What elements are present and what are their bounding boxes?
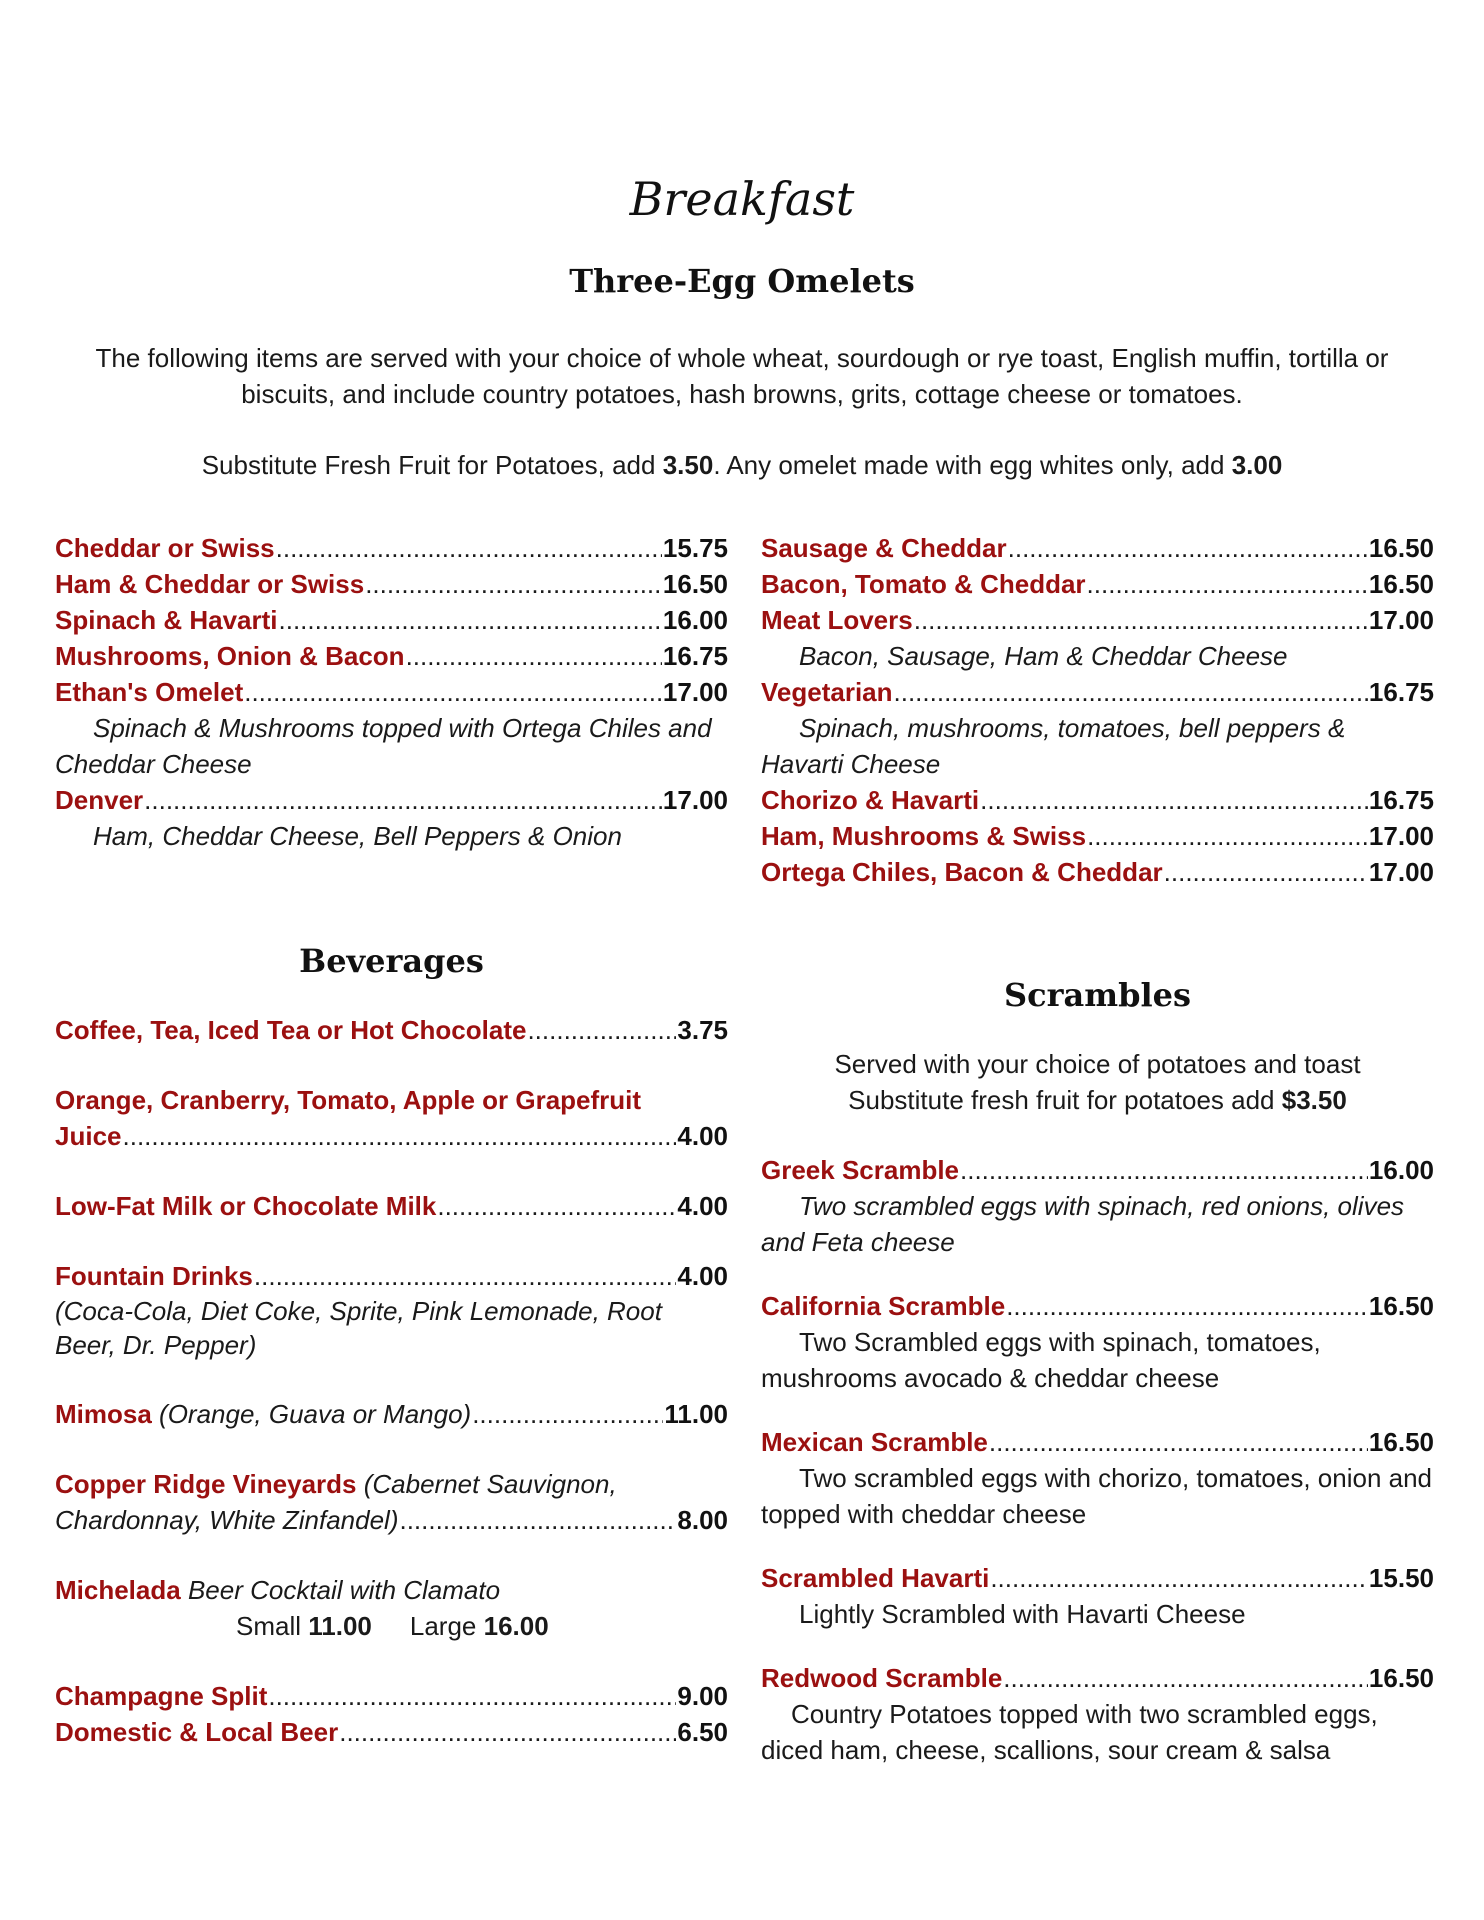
- item-name: Mushrooms, Onion & Bacon: [55, 641, 405, 671]
- menu-item: [55, 1572, 728, 1608]
- item-name: Mimosa: [55, 1399, 152, 1429]
- item-price: 17.00: [662, 785, 728, 815]
- page-title: Breakfast: [629, 172, 855, 226]
- item-description: Lightly Scrambled with Havarti Cheese: [799, 1599, 1246, 1629]
- item-price: 17.00: [1368, 821, 1434, 851]
- omelets-intro: The following items are served with your choice of whole wheat, sourdough or rye toast, English muffin, tortilla or biscuits, and include country potatoes, hash browns, grits, cottage cheese or tomatoes.: [95, 343, 1389, 409]
- scrambles-column: [761, 1046, 1434, 1768]
- item-description: Spinach & Mushrooms topped with Ortega Chiles and Cheddar Cheese: [55, 713, 712, 779]
- size-label: Large: [409, 1611, 477, 1641]
- menu-item: [55, 1466, 728, 1502]
- beverages-column: [55, 1012, 728, 1750]
- menu-item: [55, 530, 728, 566]
- item-name: Orange, Cranberry, Tomato, Apple or Grapefruit: [55, 1085, 642, 1115]
- menu-item: [761, 1288, 1434, 1324]
- item-name: Cheddar or Swiss: [55, 533, 275, 563]
- item-name-cont: Juice: [55, 1121, 122, 1151]
- item-price: 9.00: [677, 1681, 728, 1711]
- item-name: Ortega Chiles, Bacon & Cheddar: [761, 857, 1163, 887]
- item-name: Spinach & Havarti: [55, 605, 278, 635]
- item-price: 15.75: [662, 533, 728, 563]
- item-note: Beer Cocktail with Clamato: [187, 1575, 501, 1605]
- item-name: Bacon, Tomato & Cheddar: [761, 569, 1086, 599]
- item-price: 16.75: [662, 641, 728, 671]
- fruit-sub-price: 3.50: [662, 450, 714, 480]
- menu-item: [55, 1082, 728, 1118]
- item-note: Chardonnay, White Zinfandel): [55, 1505, 399, 1535]
- menu-item: [55, 1678, 728, 1714]
- item-description: Country Potatoes topped with two scrambled eggs, diced ham, cheese, scallions, sour cream & salsa: [761, 1699, 1378, 1765]
- item-price: 16.50: [1368, 1291, 1434, 1321]
- item-description: Two Scrambled eggs with spinach, tomatoes, mushrooms avocado & cheddar cheese: [761, 1327, 1321, 1393]
- item-name: Mexican Scramble: [761, 1427, 988, 1457]
- menu-item: [761, 854, 1434, 890]
- item-price: 16.00: [662, 605, 728, 635]
- item-price: 16.75: [1368, 677, 1434, 707]
- menu-item: [55, 638, 728, 674]
- menu-item: [761, 1560, 1434, 1596]
- michelada-sizes: [55, 1608, 728, 1644]
- item-price: 3.75: [677, 1015, 728, 1045]
- item-name: Ethan's Omelet: [55, 677, 244, 707]
- item-price: 16.50: [1368, 569, 1434, 599]
- beverages-heading: Beverages: [299, 942, 484, 980]
- item-price: 4.00: [677, 1191, 728, 1221]
- item-name: Copper Ridge Vineyards: [55, 1469, 357, 1499]
- item-price: 6.50: [677, 1717, 728, 1747]
- item-price: 16.50: [1368, 1427, 1434, 1457]
- menu-item: [55, 782, 728, 818]
- item-description: Two scrambled eggs with chorizo, tomatoes, onion and topped with cheddar cheese: [761, 1463, 1433, 1529]
- item-description: Bacon, Sausage, Ham & Cheddar Cheese: [799, 641, 1288, 671]
- item-price: 17.00: [1368, 605, 1434, 635]
- item-price: 8.00: [677, 1505, 728, 1535]
- omelets-substitute-note: Substitute Fresh Fruit for Potatoes, add 3.50. Any omelet made with egg whites only, add 3.00: [201, 450, 1283, 480]
- item-price: 11.00: [664, 1399, 728, 1429]
- item-description: Ham, Cheddar Cheese, Bell Peppers & Onion: [93, 821, 622, 851]
- menu-item: [761, 1660, 1434, 1696]
- item-price: 16.50: [1368, 533, 1434, 563]
- item-note: (Cabernet Sauvignon,: [363, 1469, 617, 1499]
- item-name: Meat Lovers: [761, 605, 913, 635]
- menu-item: [55, 1502, 728, 1538]
- menu-item: [761, 1152, 1434, 1188]
- item-name: California Scramble: [761, 1291, 1006, 1321]
- menu-item: [55, 1188, 728, 1224]
- menu-item: [55, 602, 728, 638]
- item-price: 15.50: [1368, 1563, 1434, 1593]
- menu-item: [761, 1424, 1434, 1460]
- item-price: 16.50: [662, 569, 728, 599]
- egg-white-price: 3.00: [1231, 450, 1283, 480]
- item-name: Coffee, Tea, Iced Tea or Hot Chocolate: [55, 1015, 527, 1045]
- omelets-heading: Three-Egg Omelets: [569, 262, 915, 300]
- size-label: Small: [236, 1611, 302, 1641]
- item-price: 4.00: [677, 1121, 728, 1151]
- item-name: Greek Scramble: [761, 1155, 960, 1185]
- menu-item: [55, 1012, 728, 1048]
- item-name: Scrambled Havarti: [761, 1563, 990, 1593]
- size-price: 11.00: [308, 1611, 372, 1641]
- scrambles-intro: Served with your choice of potatoes and toast: [834, 1049, 1361, 1079]
- item-price: 16.50: [1368, 1663, 1434, 1693]
- item-price: 17.00: [662, 677, 728, 707]
- item-name: Ham & Cheddar or Swiss: [55, 569, 365, 599]
- menu-item: [761, 602, 1434, 638]
- menu-item: [55, 1258, 728, 1294]
- item-name: Redwood Scramble: [761, 1663, 1003, 1693]
- item-description: Spinach, mushrooms, tomatoes, bell peppers & Havarti Cheese: [761, 713, 1346, 779]
- menu-item: [55, 1396, 728, 1432]
- menu-item: [761, 566, 1434, 602]
- item-name: Low-Fat Milk or Chocolate Milk: [55, 1191, 437, 1221]
- fruit-sub-price: $3.50: [1281, 1085, 1347, 1115]
- omelets-right-column: [761, 530, 1434, 890]
- item-name: Chorizo & Havarti: [761, 785, 980, 815]
- item-price: 16.00: [1368, 1155, 1434, 1185]
- menu-item: [761, 674, 1434, 710]
- item-name: Domestic & Local Beer: [55, 1717, 339, 1747]
- menu-item: [761, 818, 1434, 854]
- size-price: 16.00: [483, 1611, 549, 1641]
- item-price: 16.75: [1368, 785, 1434, 815]
- menu-item: [761, 782, 1434, 818]
- item-price: 17.00: [1368, 857, 1434, 887]
- scrambles-substitute-note: Substitute fresh fruit for potatoes add $3.50: [848, 1085, 1347, 1115]
- item-name: Fountain Drinks: [55, 1261, 253, 1291]
- scrambles-heading: Scrambles: [1004, 976, 1191, 1014]
- menu-item: [55, 566, 728, 602]
- omelets-left-column: [55, 530, 728, 854]
- item-price: 4.00: [677, 1261, 728, 1291]
- item-description: Two scrambled eggs with spinach, red onions, olives and Feta cheese: [761, 1191, 1405, 1257]
- item-note: (Orange, Guava or Mango): [159, 1399, 472, 1429]
- menu-item: [55, 1118, 728, 1154]
- item-description: (Coca-Cola, Diet Coke, Sprite, Pink Lemonade, Root Beer, Dr. Pepper): [55, 1296, 662, 1360]
- item-name: Michelada: [55, 1575, 181, 1605]
- item-name: Ham, Mushrooms & Swiss: [761, 821, 1087, 851]
- menu-item: [55, 674, 728, 710]
- item-name: Denver: [55, 785, 144, 815]
- menu-item: [55, 1714, 728, 1750]
- item-name: Champagne Split: [55, 1681, 268, 1711]
- item-name: Sausage & Cheddar: [761, 533, 1007, 563]
- item-name: Vegetarian: [761, 677, 893, 707]
- menu-item: [761, 530, 1434, 566]
